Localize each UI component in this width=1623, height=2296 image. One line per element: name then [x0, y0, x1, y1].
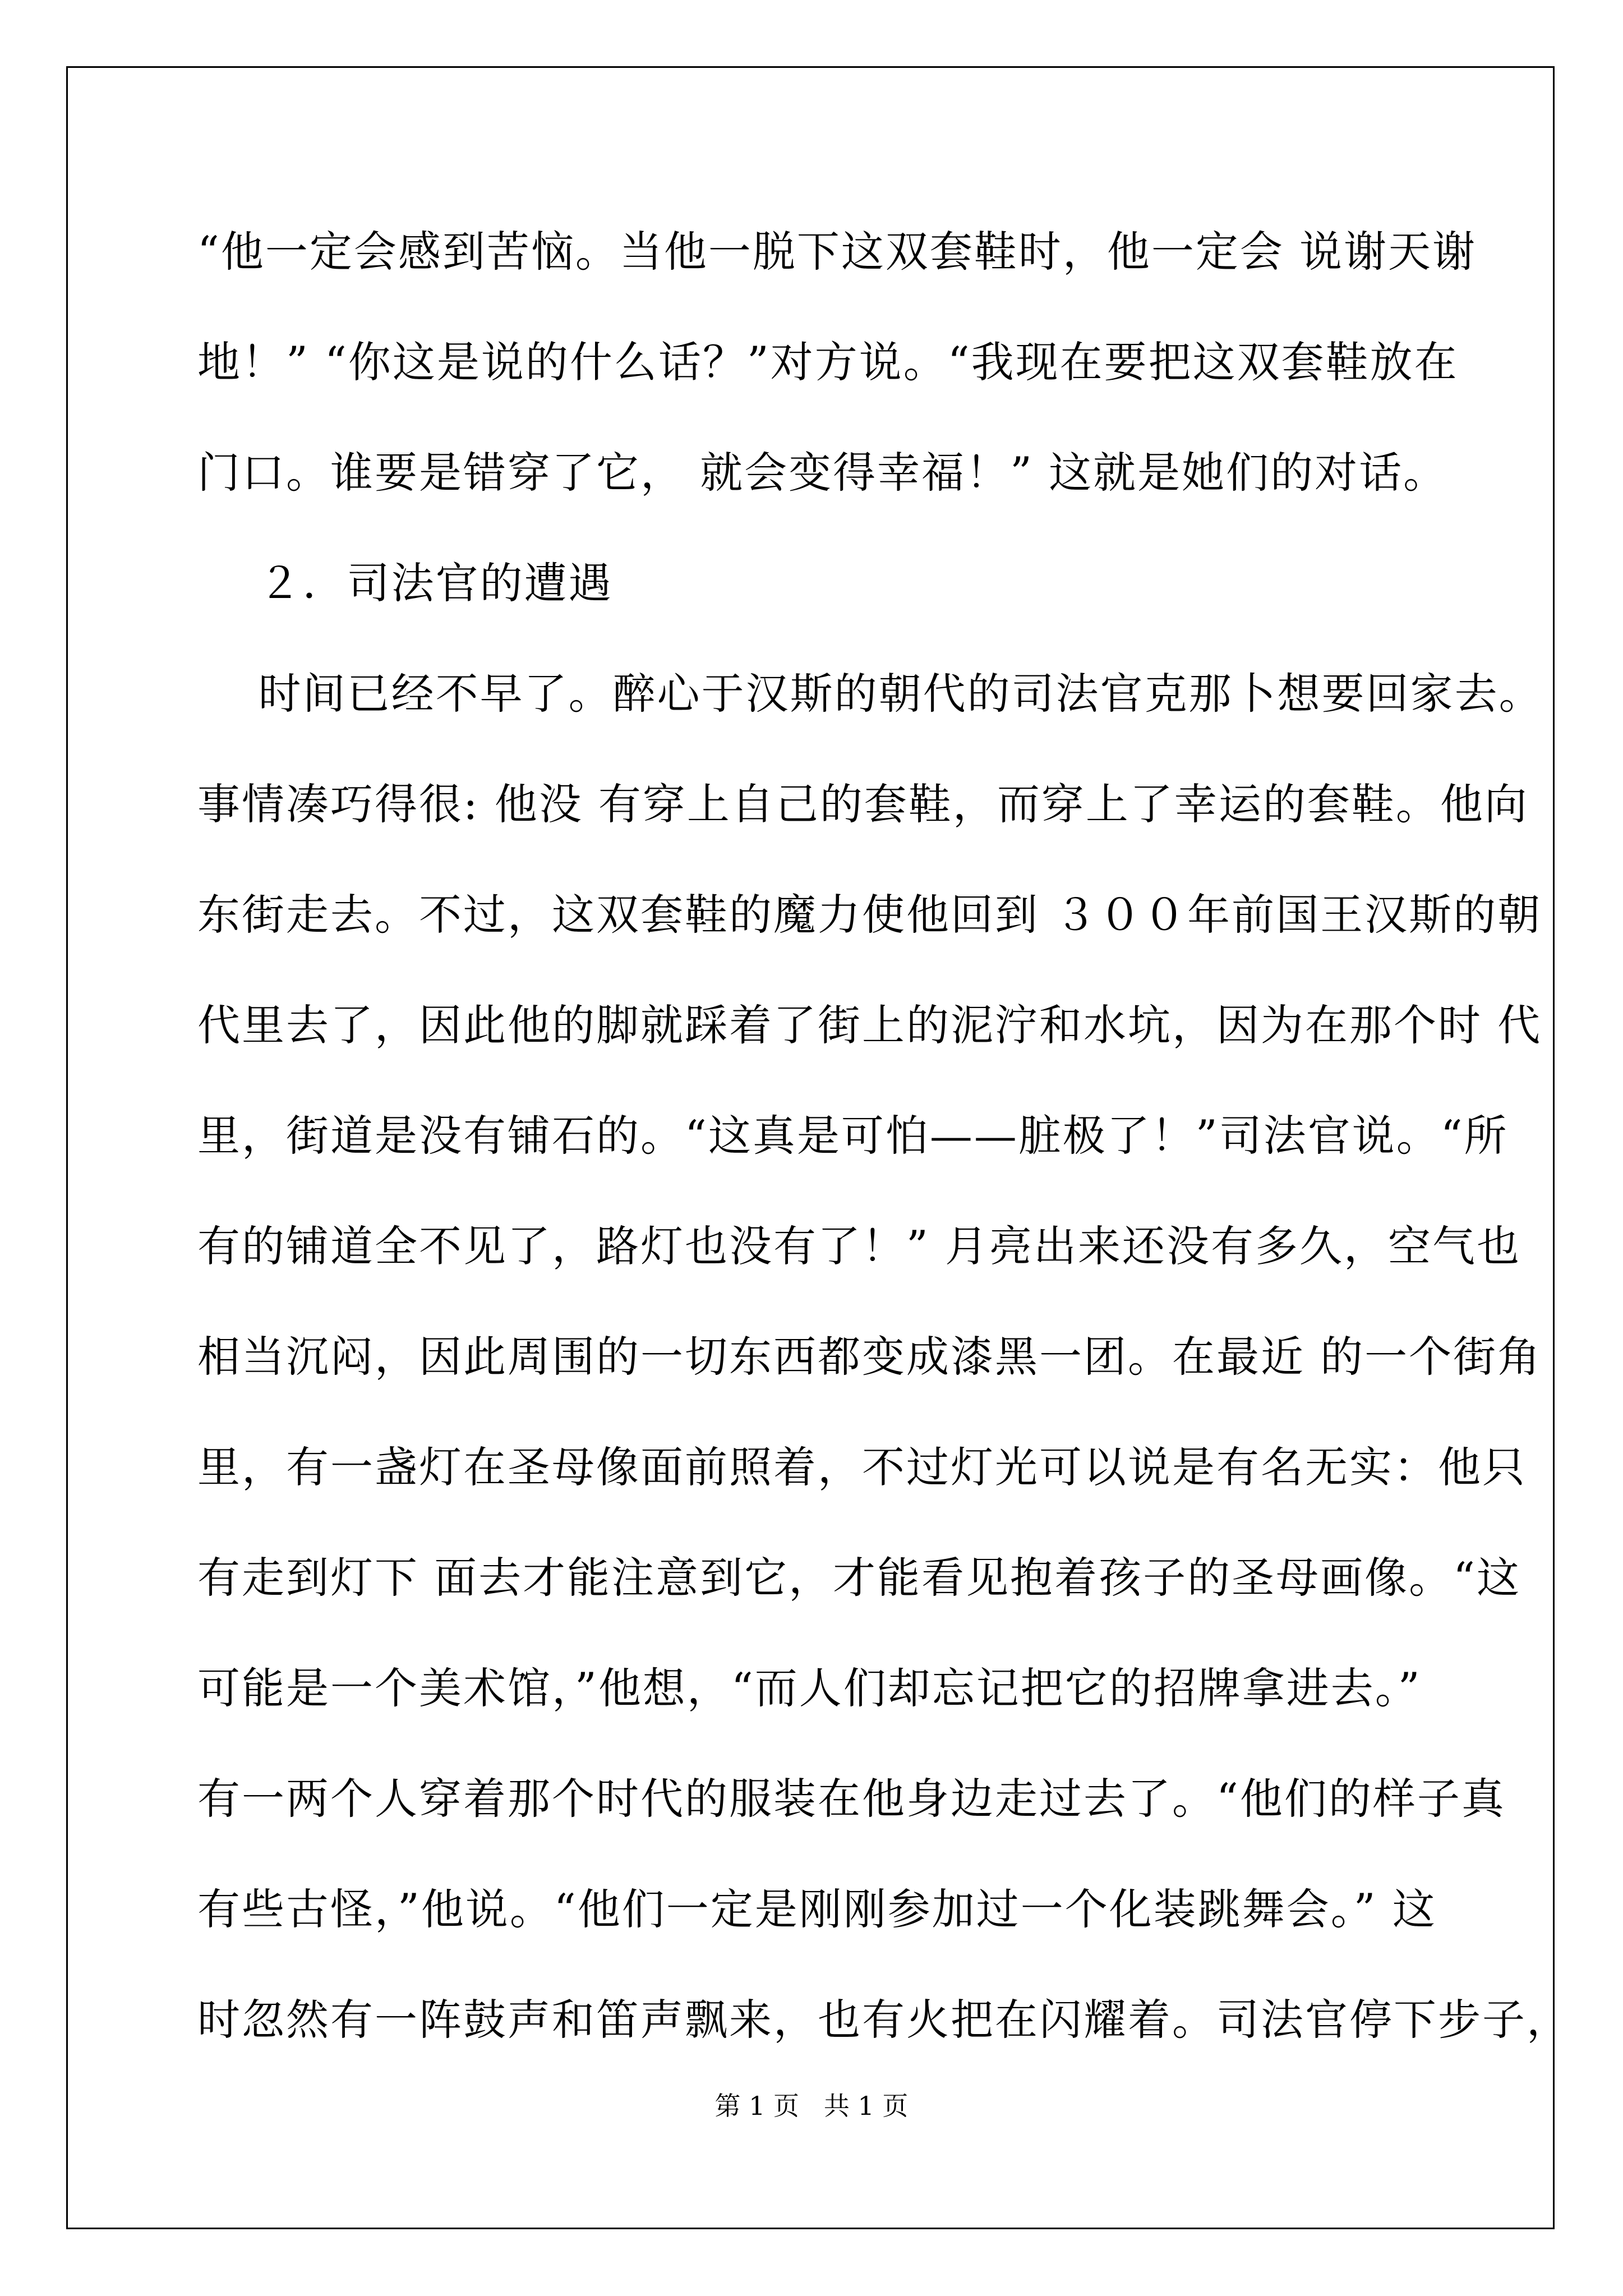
text-line: 时忽然有一阵鼓声和笛声飘来，也有火把在闪耀着。司法官停下步子， — [197, 1995, 1571, 2045]
text-line: 相当沉闷，因此周围的一切东西都变成漆黑一团。在最近 的一个街角 — [197, 1332, 1542, 1382]
text-line: 有的铺道全不见了，路灯也没有了！” 月亮出来还没有多久，空气也 — [197, 1221, 1521, 1271]
text-line: 可能是一个美术馆，”他想，“而人们却忘记把它的招牌拿进去。” — [197, 1663, 1422, 1713]
text-line: 有些古怪，”他说。“他们一定是刚刚参加过一个化装跳舞会。” 这 — [197, 1884, 1437, 1934]
text-line: 门口。谁要是错穿了它， 就会变得幸福！” 这就是她们的对话。 — [197, 448, 1448, 498]
text-line: 里，有一盏灯在圣母像面前照着，不过灯光可以说是有名无实：他只 — [197, 1442, 1527, 1492]
text-line: “他一定会感到苦恼。当他一脱下这双套鞋时，他一定会 说谢天谢 — [197, 227, 1477, 277]
document-body — [197, 215, 1571, 2094]
text-line: 东街走去。不过，这双套鞋的魔力使他回到 ３００年前国王汉斯的朝 — [197, 890, 1542, 940]
text-line: 有走到灯下 面去才能注意到它，才能看见抱着孩子的圣母画像。“这 — [197, 1553, 1521, 1603]
page-footer: 第 1 页 共 1 页 — [714, 2091, 909, 2121]
text-line: 有一两个人穿着那个时代的服装在他身边走过去了。“他们的样子真 — [197, 1774, 1506, 1824]
section-heading: ２．司法官的遭遇 — [197, 558, 613, 608]
text-line: 里，街道是没有铺石的。“这真是可怕——脏极了！”司法官说。“所 — [197, 1111, 1509, 1161]
text-line: 时间已经不早了。醉心于汉斯的朝代的司法官克那卜想要回家去。 — [197, 669, 1543, 719]
text-line: 事情凑巧得很: 他没 有穿上自己的套鞋，而穿上了幸运的套鞋。他向 — [197, 779, 1529, 829]
text-line: 地！” “你这是说的什么话？”对方说。“我现在要把这双套鞋放在 — [197, 337, 1459, 387]
text-line: 代里去了，因此他的脚就踩着了街上的泥泞和水坑，因为在那个时 代 — [197, 1000, 1542, 1050]
